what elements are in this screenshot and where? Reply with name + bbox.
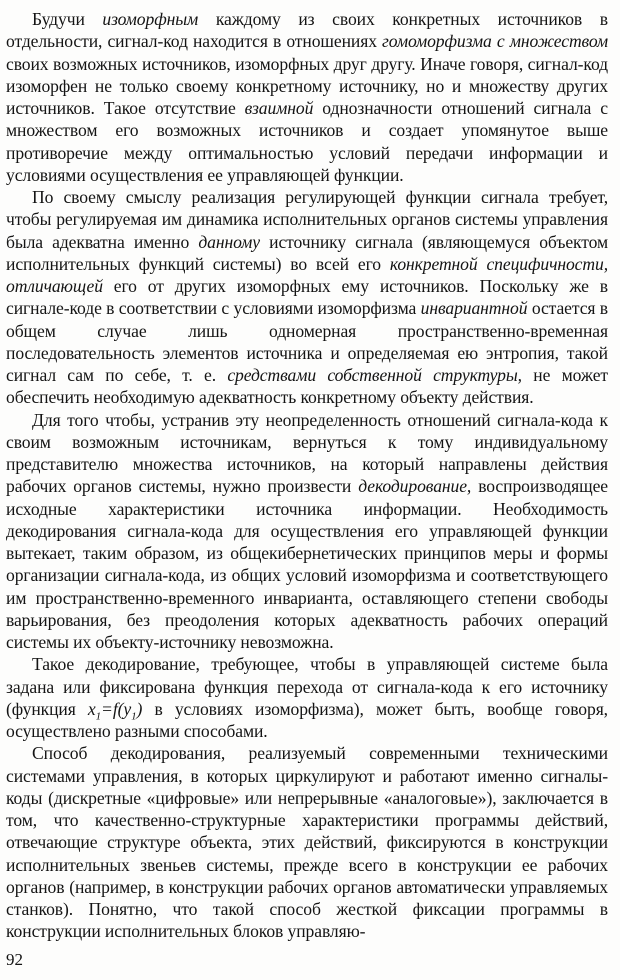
page-number: 92: [6, 950, 23, 969]
formula-subscript: 1: [131, 710, 137, 723]
text-run: его от других изоморфных ему источников. Поскольку же в сигнале-коде в соответствии с условиями изоморфизма: [6, 276, 608, 319]
text-run: Будучи: [32, 9, 103, 29]
italic-text: средствами собственной структуры,: [227, 365, 522, 385]
italic-text: конкретной специфичности, отличающей: [6, 253, 608, 296]
paragraph: [6, 653, 608, 742]
text-run: каждому из своих конкретных источников в отдельности, сигнал-код находится в отношениях: [6, 9, 608, 52]
text-run: Способ декодирования, реализуемый современными техническими системами управления, в которых циркулируют и работают именно сигналы-коды (дискретные «цифровые» или непрерывные «аналоговые»), заключается в том, что качественно-структурные характеристики программы действий, отвечающие структуре объекта, этих действий, фиксируются в конструкции исполнительных звеньев системы, прежде всего в конструкции ее рабочих органов (например, в конструкции рабочих органов автоматически управляемых станков). Понятно, что такой способ жесткой фиксации программы в конструкции исполнительных блоков управляю-: [6, 743, 608, 942]
text-run: воспроизводящее исходные характеристики источника информации. Необходимость декодирования сигнала-кода для осуществления его управляющей функции вытекает, таким образом, из общекибернетических принципов меры и формы организации сигнала-кода, из общих условий изоморфизма и соответствующего им пространственно-временного инварианта, оставляющего степени свободы варьирования, без преодоления которых адекватность рабочих операций системы их объекту-источнику невозможна.: [6, 476, 608, 652]
text-run: остается в общем случае лишь одномерная пространственно-временная последовательность элементов источника и определяемая ею энтропия, такой сигнал сам по себе, т. е.: [6, 298, 608, 385]
italic-text: инвариантной: [420, 298, 528, 319]
paragraph: [6, 186, 608, 409]
italic-text: данному: [198, 231, 260, 252]
italic-text: изоморфным: [102, 9, 199, 29]
paragraph: [6, 409, 608, 654]
italic-text: декодирование,: [358, 476, 472, 497]
italic-text: гомоморфизма с множеством: [382, 31, 609, 52]
text-run: Такое декодирование, требующее, чтобы в управляющей системе была задана или фиксирована функция перехода от сигнала-кода к его источнику (функция: [6, 654, 608, 719]
formula-variable: y: [123, 698, 132, 719]
text-run: По своему смыслу реализация регулирующей функции сигнала требует, чтобы регулируемая им динамика исполнительных органов системы управления была адекватна именно: [6, 187, 608, 252]
text-run: не может обеспечить необходимую адекватность конкретному объекту действия.: [6, 365, 608, 408]
inline-formula: $x_1=f(y_1)$: [87, 698, 143, 723]
body-text: [6, 8, 608, 943]
formula-subscript: 1: [95, 710, 102, 723]
formula-function: f: [112, 698, 118, 719]
paragraph: [6, 8, 608, 186]
formula-operator: =: [101, 698, 113, 719]
paragraph: [6, 742, 608, 942]
text-run: своих возможных источников, изоморфных друг другу. Иначе говоря, сигнал-код изоморфен не только своему конкретному источнику, но и множеству других источников. Такое отсутствие: [6, 53, 608, 118]
text-run: Для того чтобы, устранив эту неопределенность отношений сигнала-кода к своим возможным источникам, вернуться к тому индивидуальному представителю множества источников, на который направлены действия рабочих органов системы, нужно произвести: [6, 409, 608, 497]
italic-text: взаимной: [244, 98, 314, 118]
text-run: источнику сигнала (являющемуся объектом исполнительных функций системы) во всей его: [6, 231, 608, 274]
formula-variable: x: [87, 698, 96, 719]
text-run: однозначности отношений сигнала с множеством его возможных источников и создает упомянутое выше противоречие между оптимальностью условий передачи информации и условиями осуществления ее управляющей функции.: [6, 98, 608, 185]
text-run: в условиях изоморфизма), может быть, вообще говоря, осуществлено разными способами.: [6, 698, 608, 741]
